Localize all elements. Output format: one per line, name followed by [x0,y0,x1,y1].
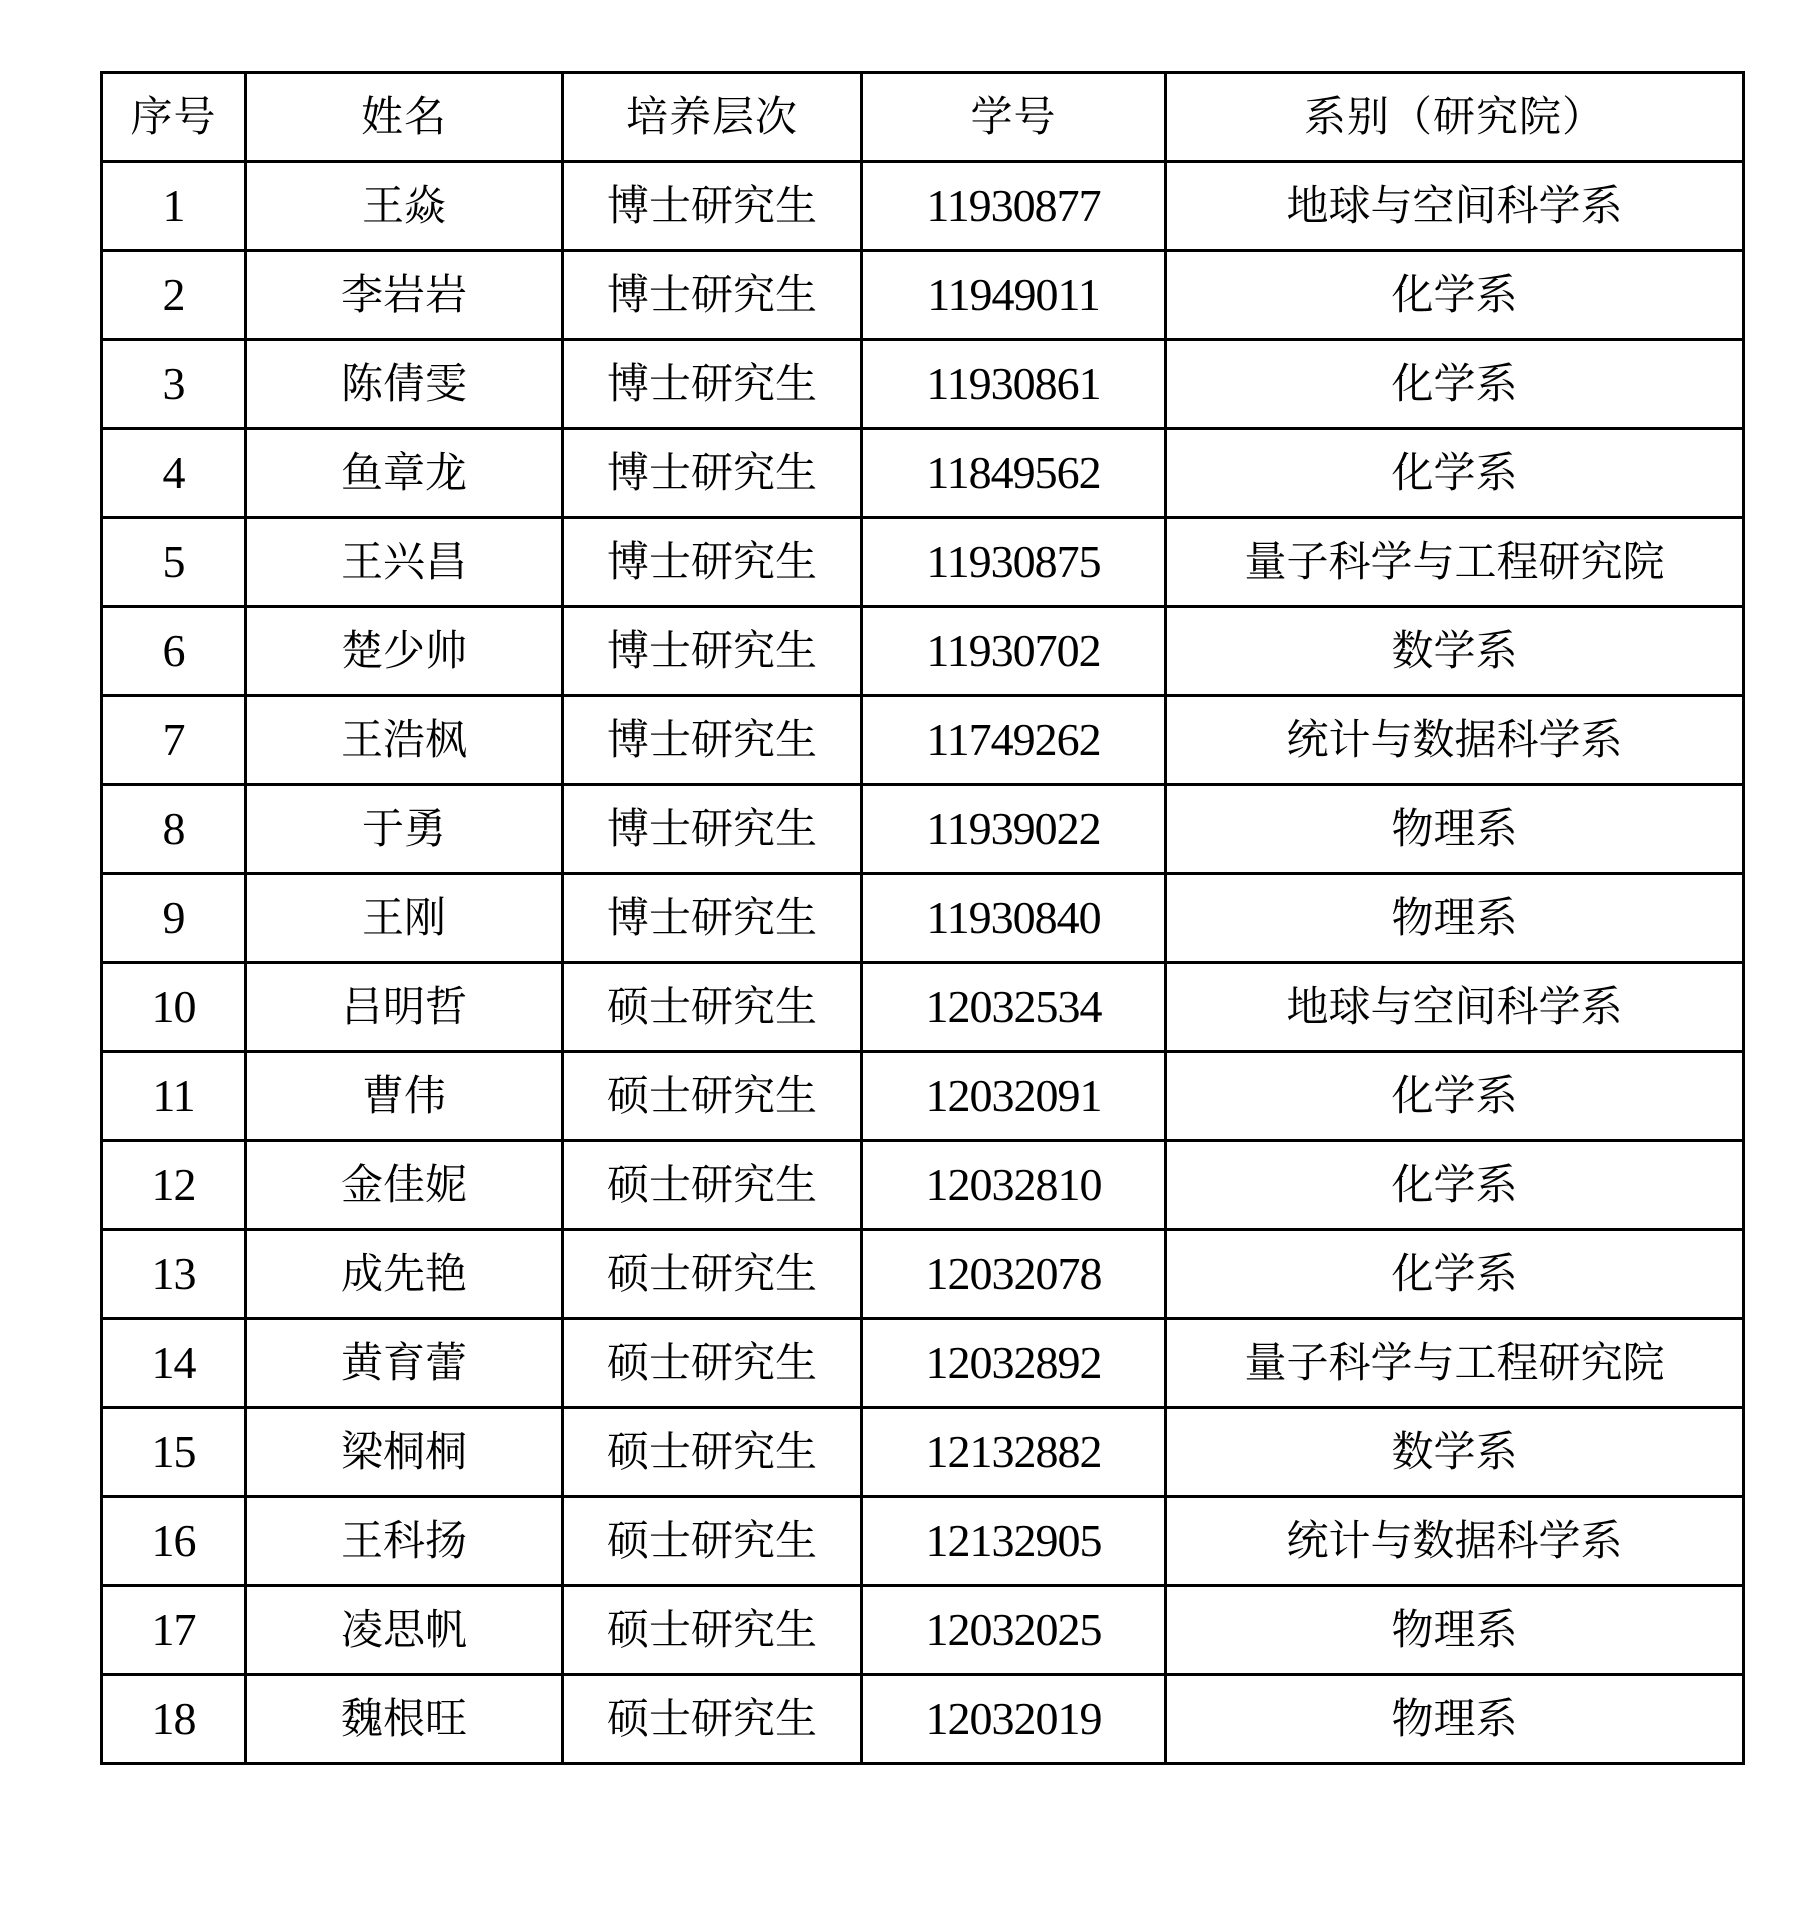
cell-index: 14 [102,1319,246,1408]
cell-level: 博士研究生 [563,429,862,518]
cell-name: 王焱 [246,162,563,251]
cell-student-id: 12132905 [862,1497,1166,1586]
cell-department: 化学系 [1166,429,1744,518]
table-row [102,785,1744,874]
cell-department: 统计与数据科学系 [1166,1497,1744,1586]
cell-level: 博士研究生 [563,251,862,340]
cell-level: 博士研究生 [563,874,862,963]
cell-department: 地球与空间科学系 [1166,963,1744,1052]
cell-department: 地球与空间科学系 [1166,162,1744,251]
cell-name: 魏根旺 [246,1675,563,1764]
table-row [102,429,1744,518]
cell-department: 量子科学与工程研究院 [1166,1319,1744,1408]
cell-student-id: 11749262 [862,696,1166,785]
cell-level: 硕士研究生 [563,1497,862,1586]
table-row [102,518,1744,607]
cell-student-id: 11930877 [862,162,1166,251]
table-row [102,1586,1744,1675]
cell-level: 硕士研究生 [563,1230,862,1319]
cell-name: 鱼章龙 [246,429,563,518]
cell-department: 数学系 [1166,1408,1744,1497]
table-header-row [102,73,1744,162]
cell-department: 物理系 [1166,1675,1744,1764]
cell-name: 黄育蕾 [246,1319,563,1408]
cell-student-id: 11930875 [862,518,1166,607]
cell-department: 化学系 [1166,340,1744,429]
cell-student-id: 11939022 [862,785,1166,874]
cell-level: 博士研究生 [563,340,862,429]
cell-index: 10 [102,963,246,1052]
cell-student-id: 12032534 [862,963,1166,1052]
cell-department: 化学系 [1166,1141,1744,1230]
header-name: 姓名 [246,73,563,162]
cell-level: 博士研究生 [563,696,862,785]
table-row [102,1141,1744,1230]
document-page [100,71,1745,1765]
cell-student-id: 11949011 [862,251,1166,340]
cell-name: 于勇 [246,785,563,874]
cell-student-id: 12032810 [862,1141,1166,1230]
cell-student-id: 12032019 [862,1675,1166,1764]
cell-level: 博士研究生 [563,518,862,607]
student-roster-table [100,71,1745,1765]
table-row [102,1052,1744,1141]
cell-level: 硕士研究生 [563,963,862,1052]
table-row [102,1675,1744,1764]
cell-level: 硕士研究生 [563,1319,862,1408]
cell-name: 陈倩雯 [246,340,563,429]
header-department: 系别（研究院） [1166,73,1744,162]
cell-student-id: 11930840 [862,874,1166,963]
cell-name: 王兴昌 [246,518,563,607]
cell-index: 13 [102,1230,246,1319]
cell-department: 化学系 [1166,1230,1744,1319]
cell-student-id: 12032025 [862,1586,1166,1675]
header-index: 序号 [102,73,246,162]
cell-index: 9 [102,874,246,963]
cell-student-id: 12132882 [862,1408,1166,1497]
cell-name: 凌思帆 [246,1586,563,1675]
cell-index: 18 [102,1675,246,1764]
cell-department: 物理系 [1166,1586,1744,1675]
cell-student-id: 12032892 [862,1319,1166,1408]
cell-level: 博士研究生 [563,785,862,874]
cell-student-id: 12032091 [862,1052,1166,1141]
cell-level: 硕士研究生 [563,1586,862,1675]
table-row [102,162,1744,251]
table-row [102,1497,1744,1586]
cell-index: 16 [102,1497,246,1586]
cell-index: 6 [102,607,246,696]
cell-student-id: 11930702 [862,607,1166,696]
cell-index: 4 [102,429,246,518]
table-body [102,162,1744,1764]
cell-level: 硕士研究生 [563,1141,862,1230]
cell-name: 曹伟 [246,1052,563,1141]
cell-index: 15 [102,1408,246,1497]
table-row [102,1408,1744,1497]
cell-index: 1 [102,162,246,251]
header-student-id: 学号 [862,73,1166,162]
cell-index: 5 [102,518,246,607]
cell-name: 楚少帅 [246,607,563,696]
cell-department: 化学系 [1166,251,1744,340]
cell-name: 王浩枫 [246,696,563,785]
table-row [102,607,1744,696]
cell-index: 17 [102,1586,246,1675]
table-row [102,963,1744,1052]
cell-student-id: 11930861 [862,340,1166,429]
cell-name: 王科扬 [246,1497,563,1586]
cell-student-id: 11849562 [862,429,1166,518]
cell-name: 吕明哲 [246,963,563,1052]
table-row [102,1230,1744,1319]
cell-student-id: 12032078 [862,1230,1166,1319]
cell-department: 量子科学与工程研究院 [1166,518,1744,607]
cell-department: 化学系 [1166,1052,1744,1141]
cell-index: 12 [102,1141,246,1230]
cell-index: 2 [102,251,246,340]
cell-name: 金佳妮 [246,1141,563,1230]
cell-department: 统计与数据科学系 [1166,696,1744,785]
cell-level: 硕士研究生 [563,1675,862,1764]
cell-level: 硕士研究生 [563,1052,862,1141]
cell-level: 博士研究生 [563,607,862,696]
cell-name: 梁桐桐 [246,1408,563,1497]
cell-name: 王刚 [246,874,563,963]
cell-level: 博士研究生 [563,162,862,251]
cell-index: 3 [102,340,246,429]
cell-level: 硕士研究生 [563,1408,862,1497]
cell-index: 8 [102,785,246,874]
cell-name: 成先艳 [246,1230,563,1319]
table-row [102,696,1744,785]
cell-index: 7 [102,696,246,785]
cell-department: 数学系 [1166,607,1744,696]
cell-department: 物理系 [1166,785,1744,874]
table-row [102,874,1744,963]
cell-department: 物理系 [1166,874,1744,963]
cell-index: 11 [102,1052,246,1141]
table-row [102,340,1744,429]
header-level: 培养层次 [563,73,862,162]
cell-name: 李岩岩 [246,251,563,340]
table-row [102,251,1744,340]
table-row [102,1319,1744,1408]
